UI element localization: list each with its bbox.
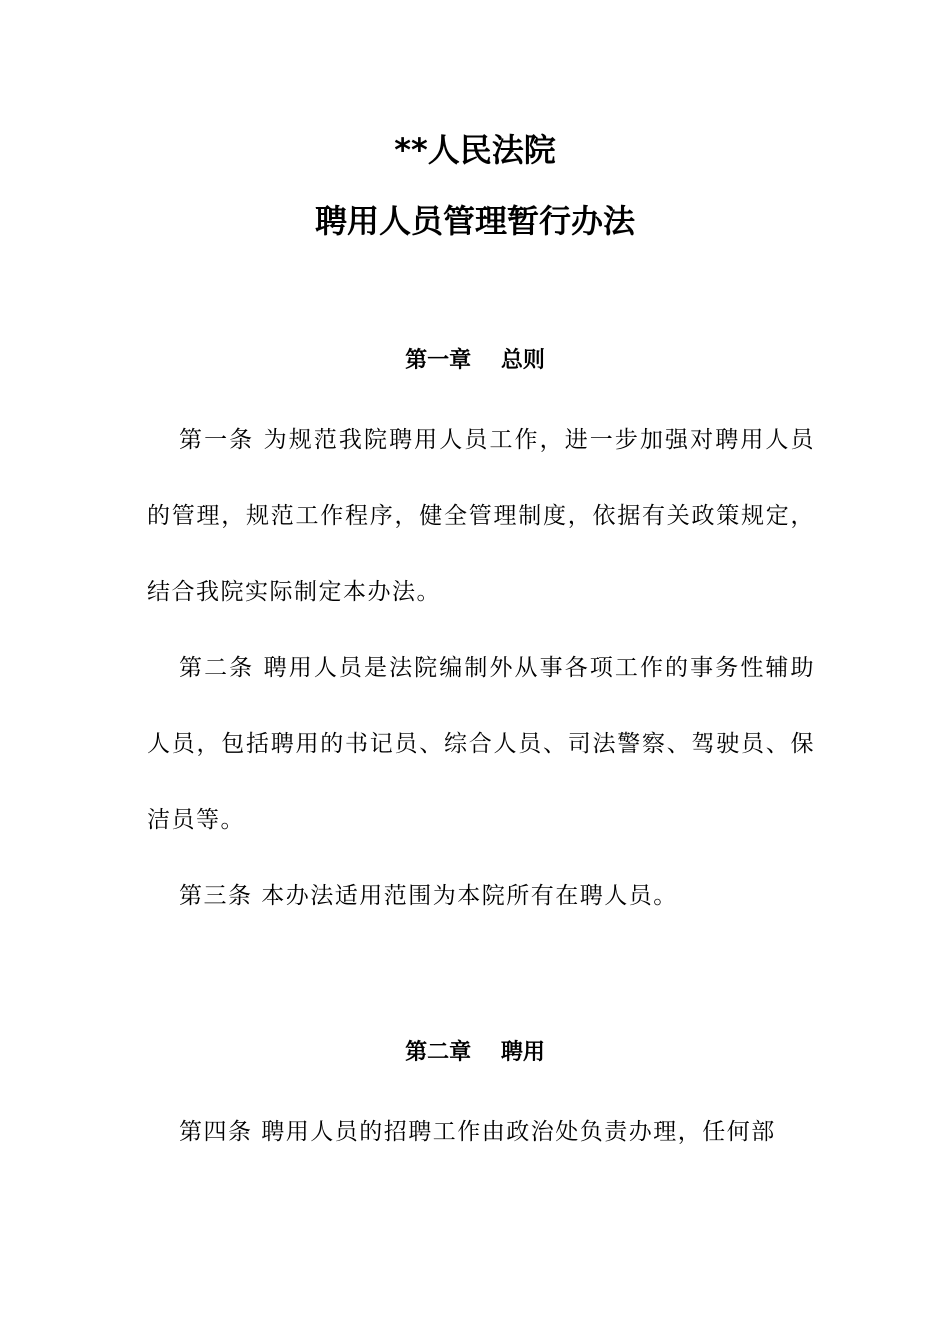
chapter-2-heading: 第二章 聘用 bbox=[405, 1040, 545, 1065]
article-1: 第一条 为规范我院聘用人员工作，进一步加强对聘用人员的管理，规范工作程序，健全管理制度，依据有关政策规定，结合我院实际制定本办法。 bbox=[147, 427, 815, 605]
document-title-line1: **人民法院 bbox=[394, 131, 556, 169]
document-title-line2: 聘用人员管理暂行办法 bbox=[314, 202, 635, 240]
chapter-1-heading: 第一章 总则 bbox=[405, 348, 545, 373]
article-4: 第四条 聘用人员的招聘工作由政治处负责办理，任何部 bbox=[179, 1119, 776, 1145]
article-2: 第二条 聘用人员是法院编制外从事各项工作的事务性辅助人员，包括聘用的书记员、综合人员、司法警察、驾驶员、保洁员等。 bbox=[147, 655, 815, 833]
article-3: 第三条 本办法适用范围为本院所有在聘人员。 bbox=[179, 883, 678, 909]
